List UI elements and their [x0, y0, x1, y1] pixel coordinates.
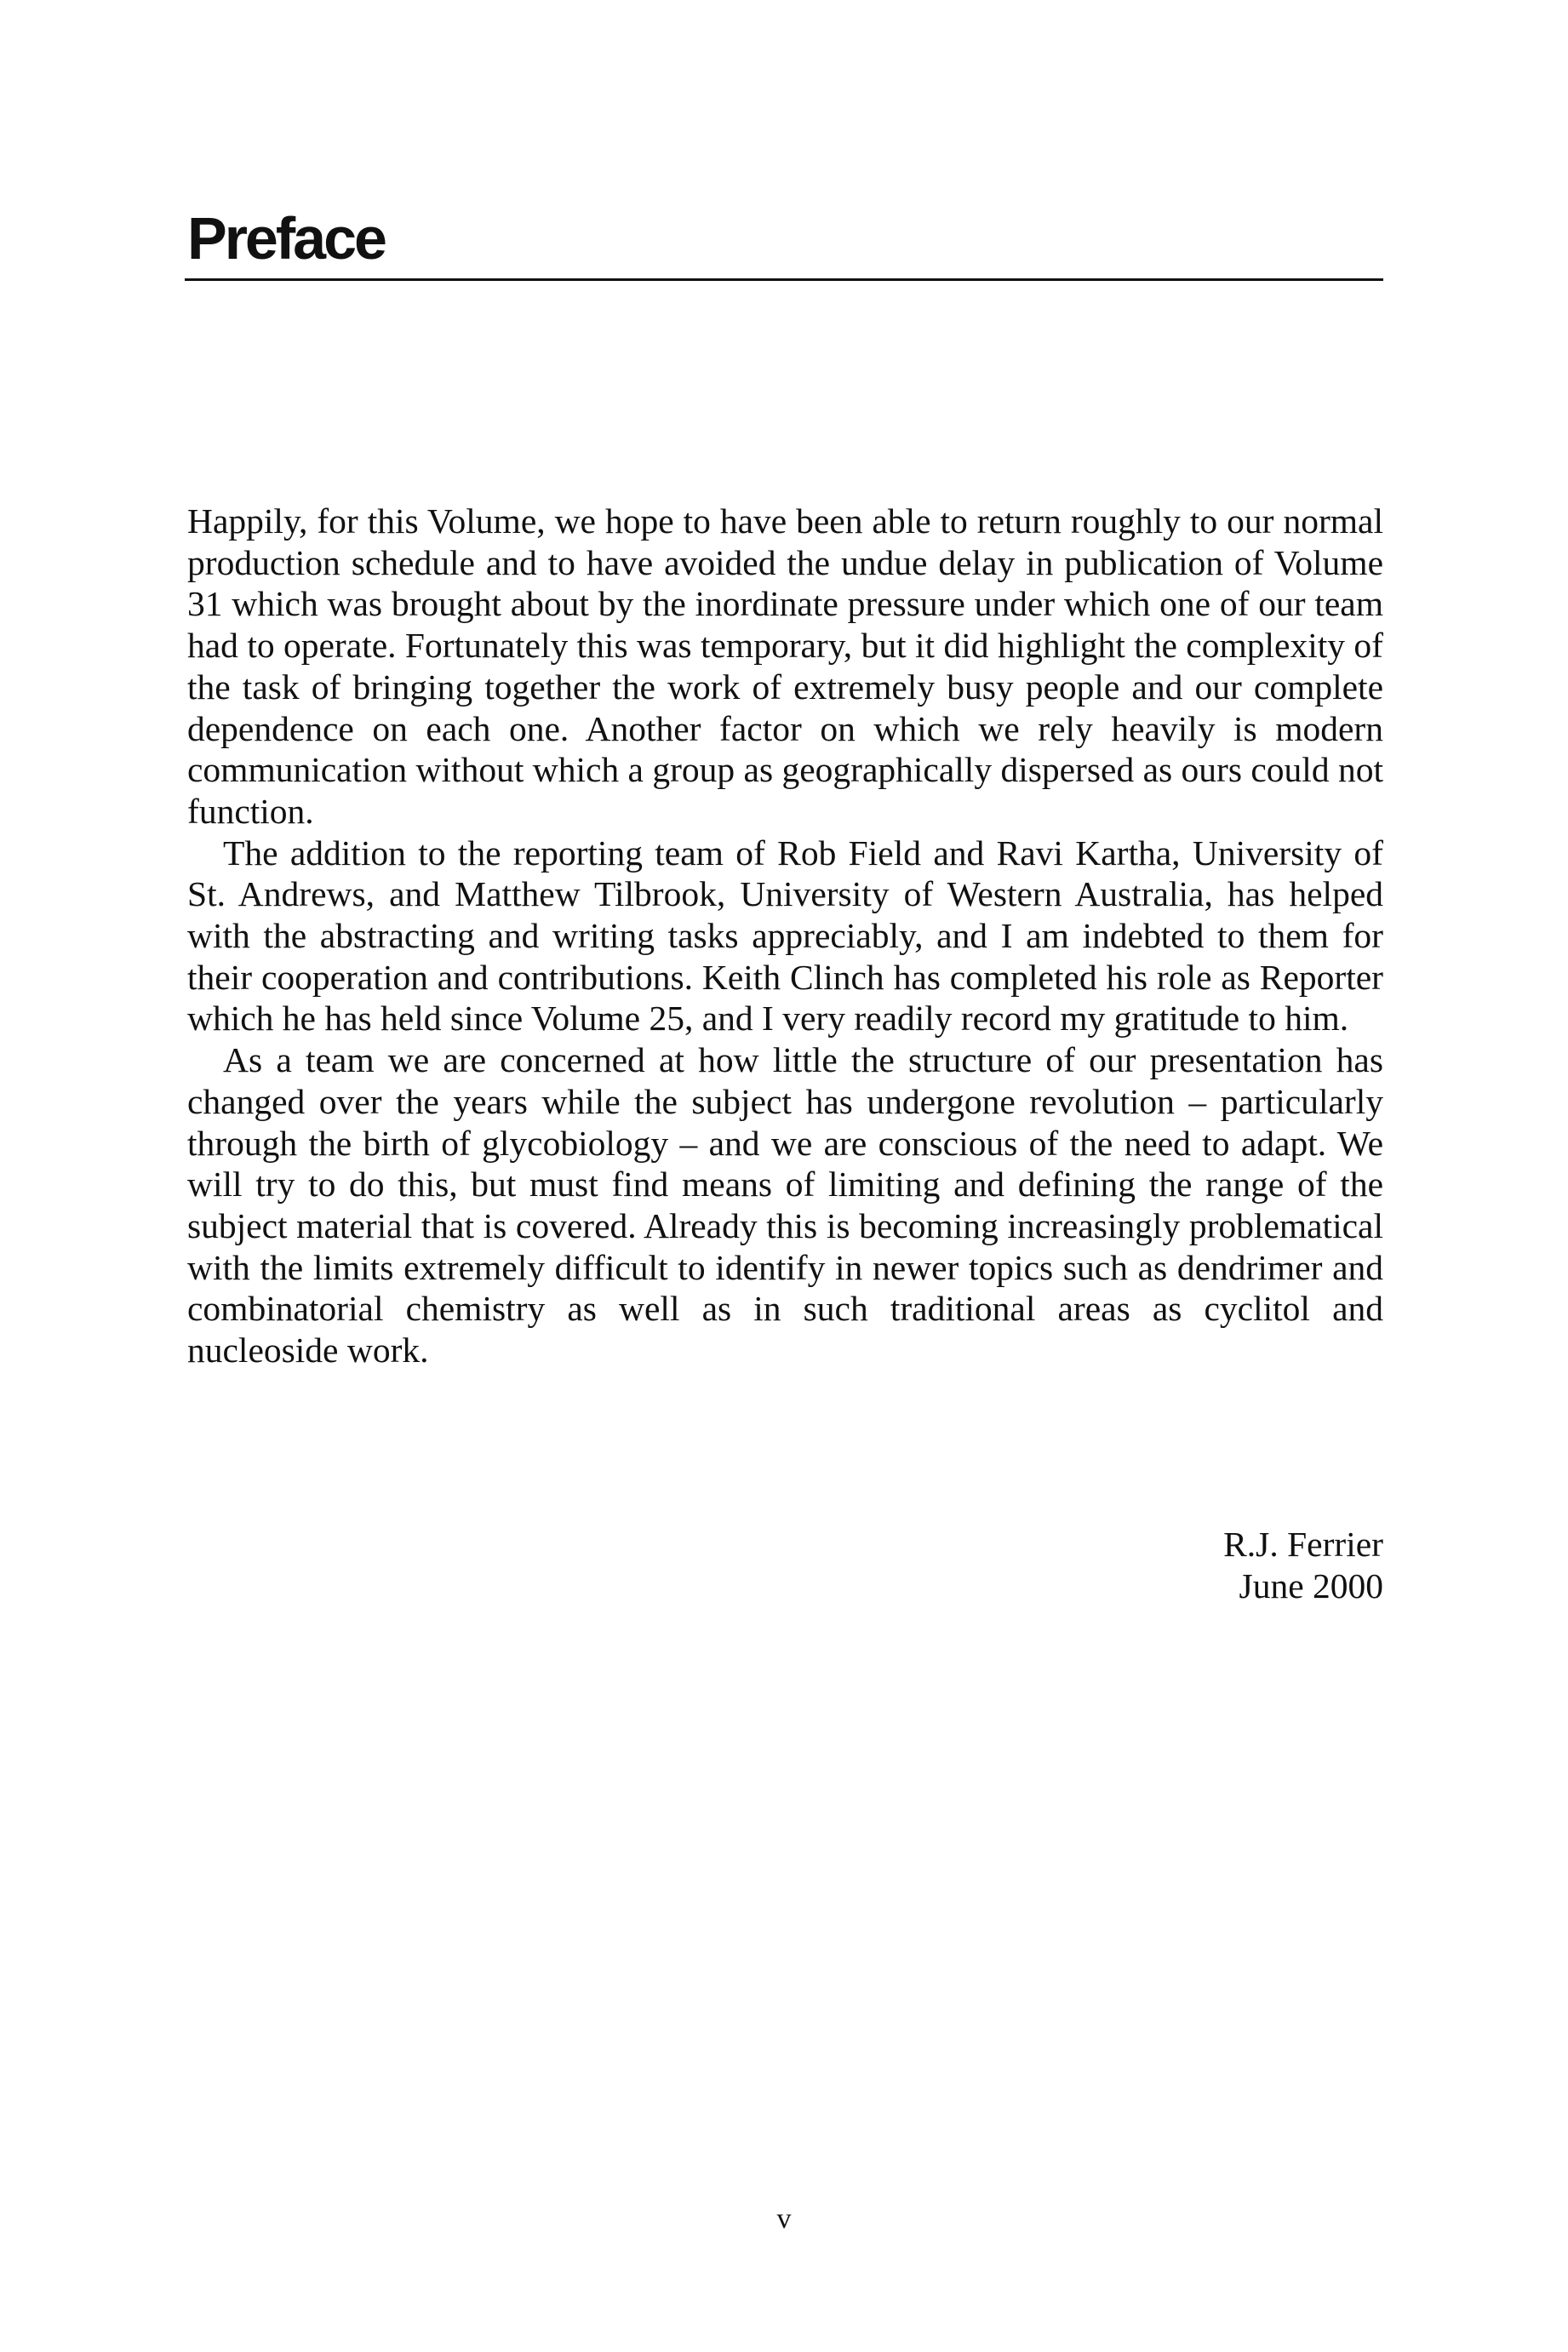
- title-divider: [185, 278, 1383, 281]
- signature-block: [1223, 1524, 1383, 1607]
- signature-date: June 2000: [1239, 1566, 1383, 1605]
- author-name: R.J. Ferrier: [1223, 1525, 1383, 1564]
- paragraph: The addition to the reporting team of Rob Field and Ravi Kartha, University of St. Andrews, and Matthew Tilbrook, University of Western Australia, has helped with the abstracting and writing tasks appreciably, and I am indebted to them for their cooperation and contributions. Keith Clinch has completed his role as Reporter which he has held since Volume 25, and I very readily record my gratitude to him.: [187, 833, 1383, 1039]
- page-title: Preface: [187, 205, 385, 272]
- page-number: v: [776, 2203, 792, 2235]
- paragraph: As a team we are concerned at how little the structure of our presentation has changed over the years while the subject has undergone revolution – particularly through the birth of glycobiology – and we are conscious of the need to adapt. We will try to do this, but must find means of limiting and defining the range of the subject material that is covered. Already this is becoming increasingly problematical with the limits extremely difficult to identify in newer topics such as dendrimer and combinatorial chemistry as well as in such traditional areas as cyclitol and nucleoside work.: [187, 1040, 1383, 1371]
- paragraph: Happily, for this Volume, we hope to have been able to return roughly to our normal production schedule and to have avoided the undue delay in publication of Volume 31 which was brought about by the inordinate pressure under which one of our team had to operate. Fortunately this was temporary, but it did highlight the complexity of the task of bringing together the work of extremely busy people and our complete dependence on each one. Another factor on which we rely heavily is modern communication without which a group as geographically dispersed as ours could not function.: [187, 501, 1383, 831]
- preface-body: [187, 501, 1383, 1371]
